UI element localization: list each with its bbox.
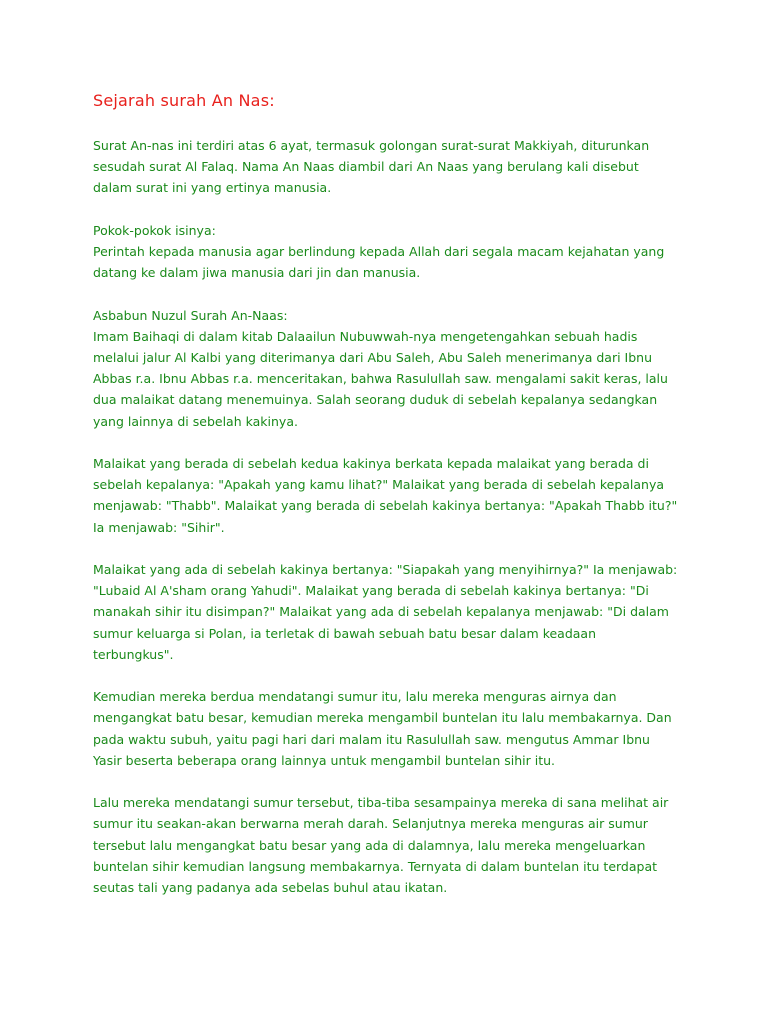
paragraph-intro [93,135,693,199]
text-line: Pokok-pokok isinya: [93,222,216,238]
text-line: Yasir beserta beberapa orang lainnya untuk mengambil buntelan sihir itu. [93,752,556,768]
text-line: datang ke dalam jiwa manusia dari jin dan manusia. [93,265,421,281]
text-line: manakah sihir itu disimpan?" Malaikat yang ada di sebelah kepalanya menjawab: "Di dalam [93,604,669,620]
text-line: Imam Baihaqi di dalam kitab Dalaailun Nubuwwah-nya mengetengahkan sebuah hadis [93,328,638,344]
text-line: buntelan sihir kemudian langsung membakarnya. Ternyata di dalam buntelan itu terdapat [93,858,658,874]
text-line: Kemudian mereka berdua mendatangi sumur itu, lalu mereka menguras airnya dan [93,689,617,705]
text-line: menjawab: "Thabb". Malaikat yang berada di sebelah kakinya bertanya: "Apakah Thabb itu?" [93,498,678,514]
text-line: "Lubaid Al A'sham orang Yahudi". Malaikat yang berada di sebelah kakinya bertanya: "Di [93,583,649,599]
text-line: dua malaikat datang menemuinya. Salah seorang duduk di sebelah kepalanya sedangkan [93,392,658,408]
paragraph-malaikat-2 [93,559,693,665]
text-line: pada waktu subuh, yaitu pagi hari dari malam itu Rasulullah saw. mengutus Ammar Ibnu [93,731,650,747]
text-line: sumur keluarga si Polan, ia terletak di bawah sebuah batu besar dalam keadaan [93,625,597,641]
text-line: Perintah kepada manusia agar berlindung kepada Allah dari segala macam kejahatan yang [93,244,665,259]
text-line: Ia menjawab: "Sihir". [93,519,225,535]
text-line: sesudah surat Al Falaq. Nama An Naas diambil dari An Naas yang berulang kali disebut [93,159,639,175]
paragraph-lalu [93,792,693,898]
paragraph-kemudian [93,686,693,771]
text-line: seutas tali yang padanya ada sebelas buhul atau ikatan. [93,880,448,896]
paragraph-asbabun-nuzul [93,305,693,432]
document-title: Sejarah surah An Nas: [93,91,275,110]
text-line: Malaikat yang ada di sebelah kakinya bertanya: "Siapakah yang menyihirnya?" Ia menjawab: [93,562,678,577]
text-line: sebelah kepalanya: "Apakah yang kamu lihat?" Malaikat yang berada di sebelah kepalanya [93,477,665,493]
text-line: melalui jalur Al Kalbi yang diterimanya dari Abu Saleh, Abu Saleh menerimanya dari Ibnu [93,350,653,365]
paragraph-malaikat-1 [93,453,693,538]
text-line: Malaikat yang berada di sebelah kedua kakinya berkata kepada malaikat yang berada di [93,456,649,471]
text-line: tersebut lalu mengangkat batu besar yang ada di dalamnya, lalu mereka mengeluarkan [93,837,646,853]
text-line: Abbas r.a. Ibnu Abbas r.a. menceritakan, bahwa Rasulullah saw. mengalami sakit keras, lalu [93,371,668,387]
text-line: Lalu mereka mendatangi sumur tersebut, tiba-tiba sesampainya mereka di sana melihat air [93,795,669,811]
text-line: dalam surat ini yang ertinya manusia. [93,180,332,196]
text-line: Asbabun Nuzul Surah An-Naas: [93,307,288,323]
text-line: sumur itu seakan-akan berwarna merah darah. Selanjutnya mereka menguras air sumur [93,816,648,832]
text-line: terbungkus". [93,646,174,662]
text-line: Surat An-nas ini terdiri atas 6 ayat, termasuk golongan surat-surat Makkiyah, diturunkan [93,138,650,153]
text-line: yang lainnya di sebelah kakinya. [93,413,298,429]
document-page [93,90,693,919]
text-line: mengangkat batu besar, kemudian mereka mengambil buntelan itu lalu membakarnya. Dan [93,710,672,726]
paragraph-pokok [93,220,693,284]
